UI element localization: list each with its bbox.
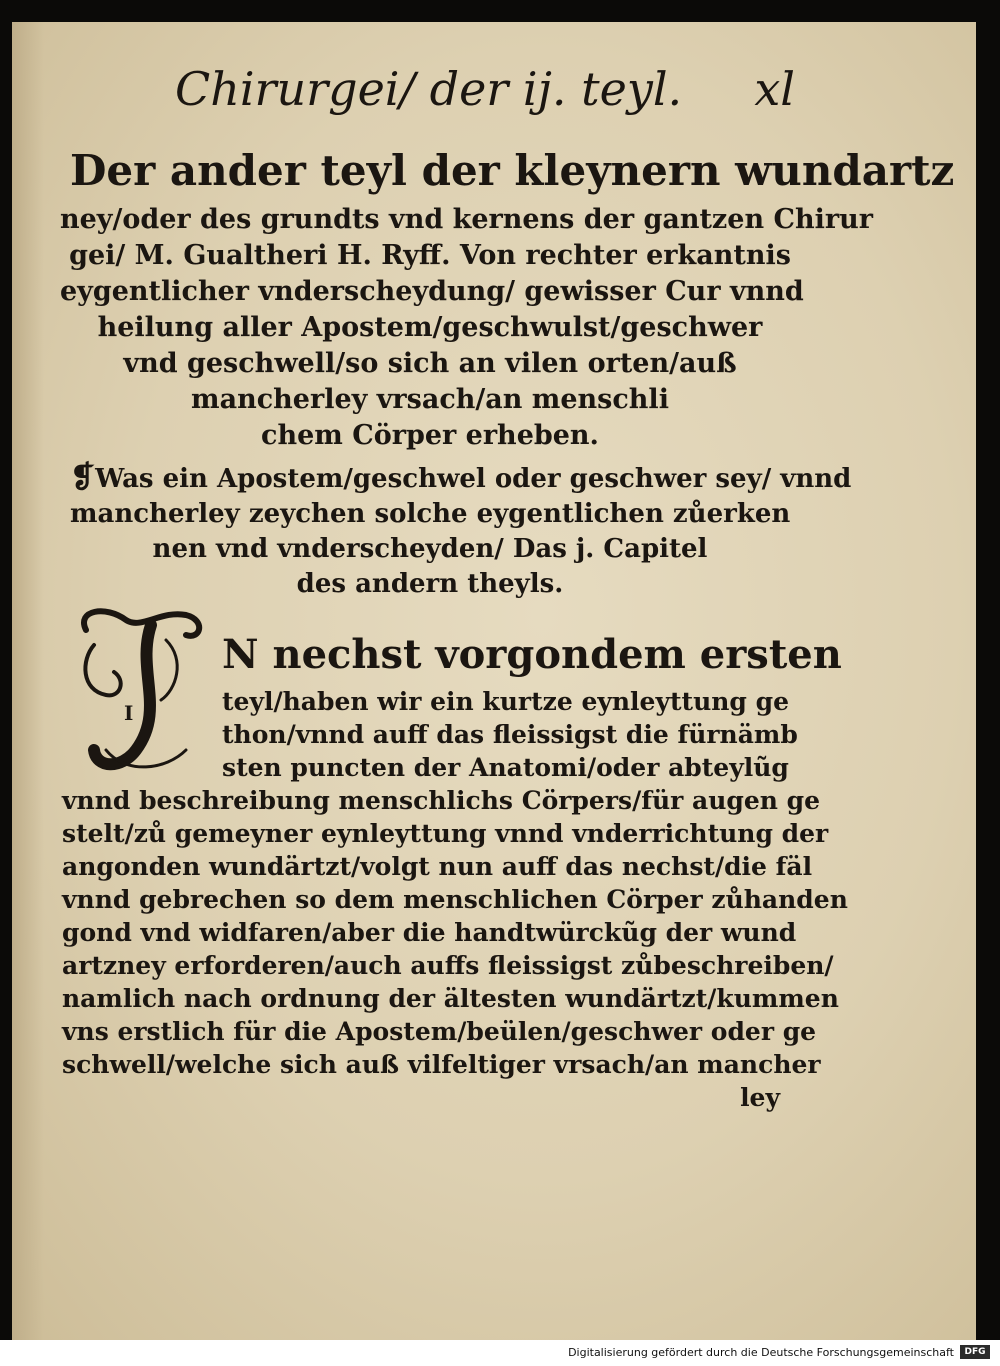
heading-line: mancherley vrsach/an menschli	[191, 384, 669, 415]
pilcrow-icon: ❡	[70, 460, 96, 495]
heading-line: eygentlicher vnderscheydung/ gewisser Cur vnnd	[60, 276, 804, 307]
subheading-line: mancherley zeychen solche eygentlichen zůerken	[70, 499, 791, 529]
folio-number: xl	[754, 62, 795, 116]
body-line: thon/vnnd auff das fleissigst die fürnämb	[222, 720, 798, 749]
running-head-title: Chirurgei/ der ij. teyl.	[175, 62, 683, 116]
body-line: teyl/haben wir ein kurtze eynleyttung ge	[222, 687, 790, 716]
chapter-subheading	[70, 460, 852, 602]
body-line: sten puncten der Anatomi/oder abteylũg	[222, 753, 789, 782]
subheading-line	[70, 460, 852, 497]
page-gutter-shadow	[12, 22, 44, 1340]
body-line: namlich nach ordnung der ältesten wundärtzt/kummen	[62, 984, 839, 1013]
heading-line: heilung aller Apostem/geschwulst/geschwer	[97, 312, 763, 343]
heading-line: ney/oder des grundts vnd kernens der gantzen Chirur	[60, 204, 873, 235]
subheading-line: des andern theyls.	[296, 569, 564, 599]
heading-line: gei/ M. Gualtheri H. Ryff. Von rechter erkantnis	[69, 240, 791, 271]
body-line: gond vnd widfaren/aber die handtwürckũg der wund	[62, 918, 797, 947]
body-line: vnnd gebrechen so dem menschlichen Cörper zůhanden	[62, 885, 848, 914]
subheading-line: nen vnd vnderscheyden/ Das j. Capitel	[152, 534, 708, 564]
body-line: schwell/welche sich auß vilfeltiger vrsach/an mancher	[62, 1050, 821, 1079]
heading-line: Der ander teyl der kleynern wundartz	[70, 146, 955, 195]
body-line: vnnd beschreibung menschlichs Cörpers/für augen ge	[62, 786, 821, 815]
body-line: N nechst vorgondem ersten	[222, 631, 842, 678]
body-line: vns erstlich für die Apostem/beülen/geschwer oder ge	[62, 1017, 817, 1046]
dfg-logo: DFG	[960, 1345, 990, 1359]
catchword: ley	[740, 1083, 780, 1112]
funding-credit: Digitalisierung gefördert durch die Deutsche Forschungsgemeinschaft	[568, 1346, 954, 1359]
heading-line: vnd geschwell/so sich an vilen orten/auß	[123, 348, 737, 379]
heading-line: chem Cörper erheben.	[261, 420, 599, 451]
running-head	[175, 50, 795, 130]
body-line: angonden wundärtzt/volgt nun auff das nechst/die fäl	[62, 852, 813, 881]
initial-letter: I	[124, 701, 134, 725]
body-paragraph	[62, 625, 848, 1114]
body-line: stelt/zů gemeyner eynleyttung vnnd vnderrichtung der	[62, 819, 829, 848]
subheading-text: Was ein Apostem/geschwel oder geschwer sey/ vnnd	[95, 464, 852, 494]
footer-bar	[0, 1340, 1000, 1366]
section-heading	[60, 140, 955, 454]
body-line: artzney erforderen/auch auffs fleissigst zůbeschreiben/	[62, 951, 834, 980]
